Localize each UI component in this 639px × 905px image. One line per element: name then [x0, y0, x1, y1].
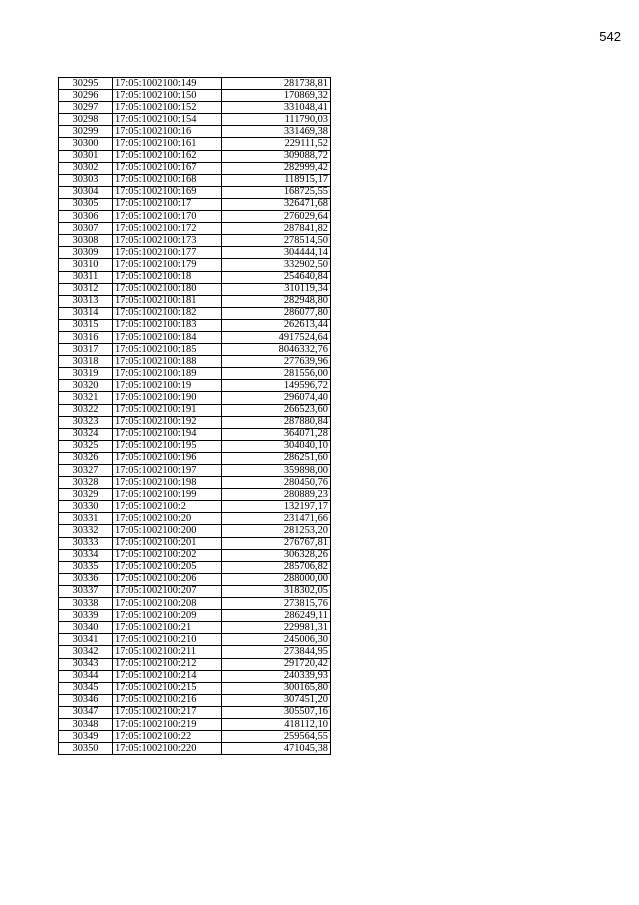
value-cell: 331048,41 — [222, 102, 331, 114]
table-row — [59, 344, 331, 356]
table-row — [59, 525, 331, 537]
cadastral-number-cell: 17:05:1002100:173 — [113, 235, 222, 247]
table-row — [59, 452, 331, 464]
cadastral-number-cell: 17:05:1002100:211 — [113, 646, 222, 658]
table-row — [59, 428, 331, 440]
table-row — [59, 368, 331, 380]
table-row — [59, 537, 331, 549]
table-row — [59, 126, 331, 138]
row-number-cell: 30323 — [59, 416, 113, 428]
cadastral-number-cell: 17:05:1002100:192 — [113, 416, 222, 428]
row-number-cell: 30338 — [59, 598, 113, 610]
table-row — [59, 489, 331, 501]
value-cell: 332902,50 — [222, 259, 331, 271]
value-cell: 304040,10 — [222, 440, 331, 452]
cadastral-number-cell: 17:05:1002100:2 — [113, 501, 222, 513]
value-cell: 418112,10 — [222, 718, 331, 730]
row-number-cell: 30346 — [59, 694, 113, 706]
row-number-cell: 30317 — [59, 344, 113, 356]
cadastral-number-cell: 17:05:1002100:19 — [113, 380, 222, 392]
cadastral-number-cell: 17:05:1002100:217 — [113, 706, 222, 718]
row-number-cell: 30348 — [59, 718, 113, 730]
cadastral-number-cell: 17:05:1002100:21 — [113, 622, 222, 634]
row-number-cell: 30309 — [59, 247, 113, 259]
row-number-cell: 30332 — [59, 525, 113, 537]
value-cell: 132197,17 — [222, 501, 331, 513]
row-number-cell: 30320 — [59, 380, 113, 392]
table-row — [59, 380, 331, 392]
table-row — [59, 731, 331, 743]
cadastral-number-cell: 17:05:1002100:214 — [113, 670, 222, 682]
table-row — [59, 743, 331, 755]
cadastral-number-cell: 17:05:1002100:198 — [113, 477, 222, 489]
cadastral-number-cell: 17:05:1002100:212 — [113, 658, 222, 670]
table-row — [59, 718, 331, 730]
row-number-cell: 30314 — [59, 307, 113, 319]
value-cell: 276767,81 — [222, 537, 331, 549]
row-number-cell: 30313 — [59, 295, 113, 307]
value-cell: 364071,28 — [222, 428, 331, 440]
row-number-cell: 30347 — [59, 706, 113, 718]
cadastral-number-cell: 17:05:1002100:184 — [113, 331, 222, 343]
row-number-cell: 30299 — [59, 126, 113, 138]
table-row — [59, 706, 331, 718]
table-row — [59, 477, 331, 489]
value-cell: 291720,42 — [222, 658, 331, 670]
row-number-cell: 30322 — [59, 404, 113, 416]
cadastral-number-cell: 17:05:1002100:185 — [113, 344, 222, 356]
cadastral-number-cell: 17:05:1002100:199 — [113, 489, 222, 501]
row-number-cell: 30327 — [59, 465, 113, 477]
table-row — [59, 247, 331, 259]
cadastral-number-cell: 17:05:1002100:207 — [113, 585, 222, 597]
cadastral-number-cell: 17:05:1002100:172 — [113, 223, 222, 235]
value-cell: 276029,64 — [222, 211, 331, 223]
table-row — [59, 198, 331, 210]
value-cell: 318302,05 — [222, 585, 331, 597]
cadastral-number-cell: 17:05:1002100:162 — [113, 150, 222, 162]
row-number-cell: 30337 — [59, 585, 113, 597]
table-row — [59, 283, 331, 295]
value-cell: 278514,50 — [222, 235, 331, 247]
value-cell: 306328,26 — [222, 549, 331, 561]
table-row — [59, 646, 331, 658]
value-cell: 285706,82 — [222, 561, 331, 573]
cadastral-number-cell: 17:05:1002100:167 — [113, 162, 222, 174]
table-row — [59, 211, 331, 223]
row-number-cell: 30295 — [59, 78, 113, 90]
row-number-cell: 30298 — [59, 114, 113, 126]
table-row — [59, 331, 331, 343]
value-cell: 149596,72 — [222, 380, 331, 392]
table-row — [59, 259, 331, 271]
table-row — [59, 138, 331, 150]
cadastral-number-cell: 17:05:1002100:208 — [113, 598, 222, 610]
cadastral-number-cell: 17:05:1002100:16 — [113, 126, 222, 138]
row-number-cell: 30349 — [59, 731, 113, 743]
row-number-cell: 30296 — [59, 90, 113, 102]
table-row — [59, 114, 331, 126]
cadastral-number-cell: 17:05:1002100:149 — [113, 78, 222, 90]
row-number-cell: 30310 — [59, 259, 113, 271]
cadastral-number-cell: 17:05:1002100:154 — [113, 114, 222, 126]
table-row — [59, 223, 331, 235]
row-number-cell: 30315 — [59, 319, 113, 331]
row-number-cell: 30307 — [59, 223, 113, 235]
cadastral-number-cell: 17:05:1002100:169 — [113, 186, 222, 198]
row-number-cell: 30341 — [59, 634, 113, 646]
value-cell: 273815,76 — [222, 598, 331, 610]
value-cell: 168725,55 — [222, 186, 331, 198]
row-number-cell: 30319 — [59, 368, 113, 380]
cadastral-number-cell: 17:05:1002100:195 — [113, 440, 222, 452]
value-cell: 229111,52 — [222, 138, 331, 150]
table-row — [59, 162, 331, 174]
cadastral-number-cell: 17:05:1002100:189 — [113, 368, 222, 380]
table-row — [59, 235, 331, 247]
table-row — [59, 319, 331, 331]
row-number-cell: 30301 — [59, 150, 113, 162]
table-row — [59, 573, 331, 585]
row-number-cell: 30304 — [59, 186, 113, 198]
value-cell: 282948,80 — [222, 295, 331, 307]
table-row — [59, 102, 331, 114]
value-cell: 287841,82 — [222, 223, 331, 235]
cadastral-number-cell: 17:05:1002100:168 — [113, 174, 222, 186]
row-number-cell: 30342 — [59, 646, 113, 658]
table-row — [59, 549, 331, 561]
table-row — [59, 271, 331, 283]
table-row — [59, 622, 331, 634]
cadastral-number-cell: 17:05:1002100:20 — [113, 513, 222, 525]
value-cell: 307451,20 — [222, 694, 331, 706]
value-cell: 281556,00 — [222, 368, 331, 380]
row-number-cell: 30308 — [59, 235, 113, 247]
value-cell: 273844,95 — [222, 646, 331, 658]
row-number-cell: 30312 — [59, 283, 113, 295]
cadastral-number-cell: 17:05:1002100:181 — [113, 295, 222, 307]
value-cell: 309088,72 — [222, 150, 331, 162]
row-number-cell: 30300 — [59, 138, 113, 150]
table-row — [59, 150, 331, 162]
row-number-cell: 30303 — [59, 174, 113, 186]
value-cell: 229981,31 — [222, 622, 331, 634]
cadastral-number-cell: 17:05:1002100:182 — [113, 307, 222, 319]
row-number-cell: 30336 — [59, 573, 113, 585]
cadastral-number-cell: 17:05:1002100:161 — [113, 138, 222, 150]
row-number-cell: 30321 — [59, 392, 113, 404]
value-cell: 170869,32 — [222, 90, 331, 102]
row-number-cell: 30334 — [59, 549, 113, 561]
table-row — [59, 392, 331, 404]
row-number-cell: 30345 — [59, 682, 113, 694]
cadastral-number-cell: 17:05:1002100:197 — [113, 465, 222, 477]
value-cell: 304444,14 — [222, 247, 331, 259]
value-cell: 8046332,76 — [222, 344, 331, 356]
table-row — [59, 682, 331, 694]
value-cell: 296074,40 — [222, 392, 331, 404]
cadastral-number-cell: 17:05:1002100:152 — [113, 102, 222, 114]
row-number-cell: 30297 — [59, 102, 113, 114]
row-number-cell: 30325 — [59, 440, 113, 452]
cadastral-number-cell: 17:05:1002100:150 — [113, 90, 222, 102]
table-row — [59, 295, 331, 307]
page-number: 542 — [599, 29, 621, 44]
value-cell: 281253,20 — [222, 525, 331, 537]
table-row — [59, 670, 331, 682]
cadastral-number-cell: 17:05:1002100:183 — [113, 319, 222, 331]
row-number-cell: 30318 — [59, 356, 113, 368]
row-number-cell: 30306 — [59, 211, 113, 223]
value-cell: 266523,60 — [222, 404, 331, 416]
row-number-cell: 30333 — [59, 537, 113, 549]
value-cell: 286251,60 — [222, 452, 331, 464]
cadastral-number-cell: 17:05:1002100:206 — [113, 573, 222, 585]
cadastral-number-cell: 17:05:1002100:202 — [113, 549, 222, 561]
row-number-cell: 30344 — [59, 670, 113, 682]
table-row — [59, 90, 331, 102]
data-table — [58, 77, 331, 755]
value-cell: 300165,80 — [222, 682, 331, 694]
row-number-cell: 30329 — [59, 489, 113, 501]
cadastral-number-cell: 17:05:1002100:216 — [113, 694, 222, 706]
cadastral-number-cell: 17:05:1002100:179 — [113, 259, 222, 271]
table-row — [59, 585, 331, 597]
cadastral-number-cell: 17:05:1002100:210 — [113, 634, 222, 646]
cadastral-number-cell: 17:05:1002100:220 — [113, 743, 222, 755]
table-row — [59, 174, 331, 186]
value-cell: 231471,66 — [222, 513, 331, 525]
table-row — [59, 634, 331, 646]
row-number-cell: 30326 — [59, 452, 113, 464]
value-cell: 118915,17 — [222, 174, 331, 186]
cadastral-number-cell: 17:05:1002100:22 — [113, 731, 222, 743]
value-cell: 280450,76 — [222, 477, 331, 489]
cadastral-number-cell: 17:05:1002100:205 — [113, 561, 222, 573]
table-row — [59, 610, 331, 622]
cadastral-number-cell: 17:05:1002100:170 — [113, 211, 222, 223]
value-cell: 259564,55 — [222, 731, 331, 743]
row-number-cell: 30330 — [59, 501, 113, 513]
value-cell: 281738,81 — [222, 78, 331, 90]
table-row — [59, 356, 331, 368]
row-number-cell: 30311 — [59, 271, 113, 283]
value-cell: 286077,80 — [222, 307, 331, 319]
value-cell: 471045,38 — [222, 743, 331, 755]
table-row — [59, 561, 331, 573]
table-row — [59, 694, 331, 706]
value-cell: 286249,11 — [222, 610, 331, 622]
table-row — [59, 513, 331, 525]
row-number-cell: 30316 — [59, 331, 113, 343]
cadastral-number-cell: 17:05:1002100:18 — [113, 271, 222, 283]
cadastral-number-cell: 17:05:1002100:180 — [113, 283, 222, 295]
value-cell: 262613,44 — [222, 319, 331, 331]
cadastral-number-cell: 17:05:1002100:190 — [113, 392, 222, 404]
table-row — [59, 404, 331, 416]
cadastral-number-cell: 17:05:1002100:17 — [113, 198, 222, 210]
value-cell: 305507,16 — [222, 706, 331, 718]
value-cell: 254640,84 — [222, 271, 331, 283]
row-number-cell: 30343 — [59, 658, 113, 670]
cadastral-number-cell: 17:05:1002100:200 — [113, 525, 222, 537]
table-row — [59, 440, 331, 452]
cadastral-number-cell: 17:05:1002100:201 — [113, 537, 222, 549]
row-number-cell: 30324 — [59, 428, 113, 440]
cadastral-number-cell: 17:05:1002100:215 — [113, 682, 222, 694]
row-number-cell: 30328 — [59, 477, 113, 489]
value-cell: 310119,34 — [222, 283, 331, 295]
cadastral-number-cell: 17:05:1002100:209 — [113, 610, 222, 622]
cadastral-number-cell: 17:05:1002100:196 — [113, 452, 222, 464]
row-number-cell: 30335 — [59, 561, 113, 573]
row-number-cell: 30339 — [59, 610, 113, 622]
table-body — [59, 78, 331, 755]
value-cell: 288000,00 — [222, 573, 331, 585]
row-number-cell: 30302 — [59, 162, 113, 174]
table-row — [59, 501, 331, 513]
row-number-cell: 30305 — [59, 198, 113, 210]
cadastral-number-cell: 17:05:1002100:177 — [113, 247, 222, 259]
row-number-cell: 30340 — [59, 622, 113, 634]
value-cell: 326471,68 — [222, 198, 331, 210]
row-number-cell: 30331 — [59, 513, 113, 525]
row-number-cell: 30350 — [59, 743, 113, 755]
table-row — [59, 598, 331, 610]
cadastral-number-cell: 17:05:1002100:194 — [113, 428, 222, 440]
value-cell: 111790,03 — [222, 114, 331, 126]
value-cell: 287880,84 — [222, 416, 331, 428]
table-row — [59, 307, 331, 319]
value-cell: 331469,38 — [222, 126, 331, 138]
table-row — [59, 658, 331, 670]
value-cell: 277639,96 — [222, 356, 331, 368]
cadastral-number-cell: 17:05:1002100:188 — [113, 356, 222, 368]
cadastral-number-cell: 17:05:1002100:219 — [113, 718, 222, 730]
value-cell: 280889,23 — [222, 489, 331, 501]
value-cell: 245006,30 — [222, 634, 331, 646]
cadastral-number-cell: 17:05:1002100:191 — [113, 404, 222, 416]
table-row — [59, 186, 331, 198]
value-cell: 240339,93 — [222, 670, 331, 682]
value-cell: 359898,00 — [222, 465, 331, 477]
value-cell: 282999,42 — [222, 162, 331, 174]
table-row — [59, 465, 331, 477]
value-cell: 4917524,64 — [222, 331, 331, 343]
table-row — [59, 78, 331, 90]
table-row — [59, 416, 331, 428]
